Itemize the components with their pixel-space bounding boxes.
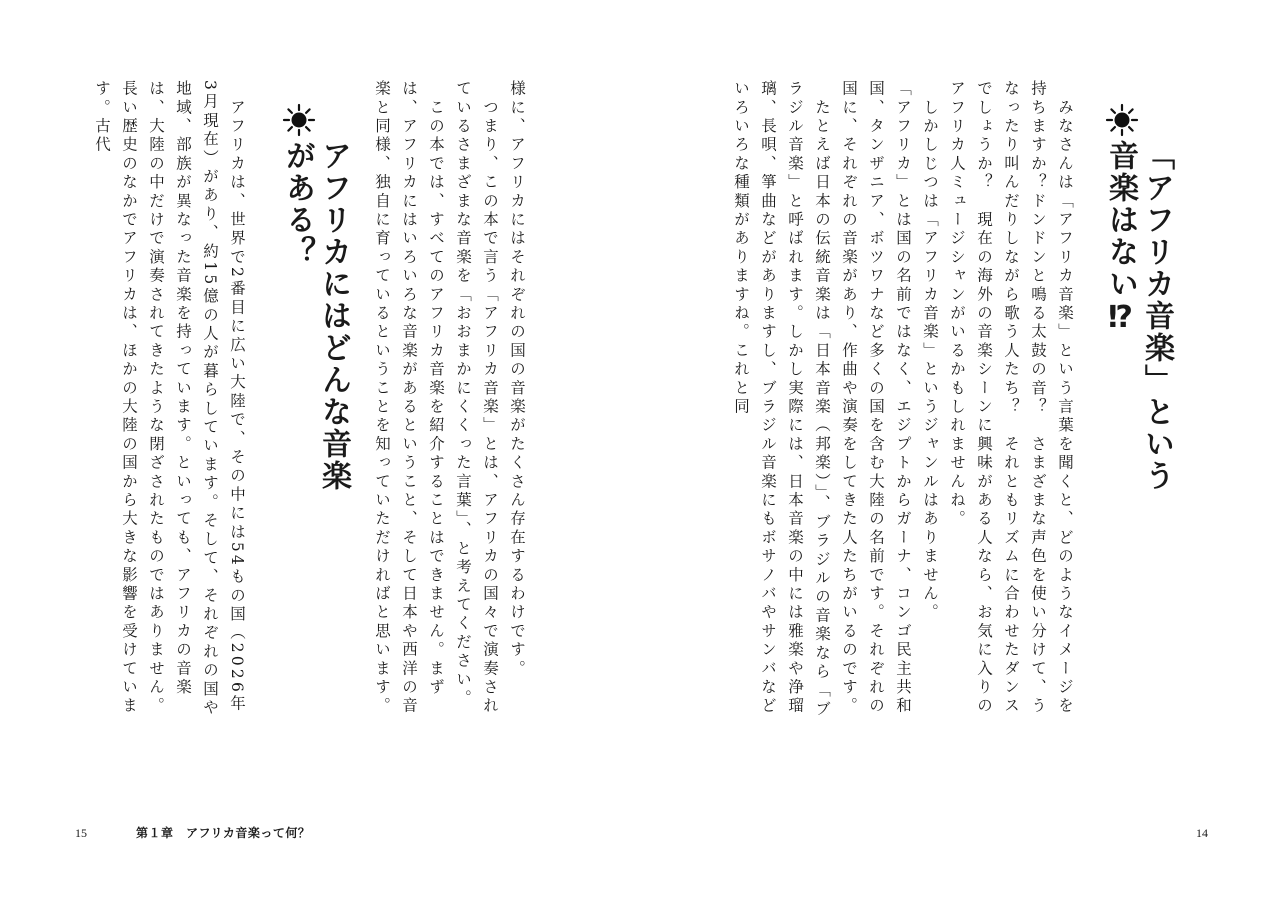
left-page-body-top [370,80,530,720]
running-head: 第１章 アフリカ音楽って何？ [136,826,311,840]
page-number-right: 14 [1196,826,1208,840]
paragraph-3: 「アフリカ」とは国の名前ではなく、エジプトからガーナ、コンゴ民主共和国、タンザニア、ボツワナなど多くの国を含む大陸の名前です。それぞれの国に、それぞれの音楽があり、作曲や演奏をしてきた人たちがいるのです。 [840,80,912,716]
sun-icon [1105,103,1139,137]
left-page-body-bottom [93,80,250,720]
section-heading-what-music: アフリカにはどんな音楽がある？ [280,140,351,492]
paragraph-8: アフリカは、世界で2番目に広い大陸で、その中には54もの国（2026年3月現在）があり、約15億の人が暮らしています。そして、それぞれの国や地域、部族が異なった音楽を持っています。といっても、アフリカの音楽は、大陸の中だけで演奏されてきたような閉ざされたものではありません。 [147,80,246,718]
paragraph-6: つまり、この本で言う「アフリカ音楽」とは、アフリカの国々で演奏されているさまざまな音楽を「おおまかにくくった言葉」、と考えてください。 [454,80,499,716]
paragraph-2: しかしじつは「アフリカ音楽」というジャンルはありません。 [921,80,939,623]
paragraph-1: みなさんは「アフリカ音楽」という言葉を聞くと、どのようなイメージを持ちますか？ドンドンと鳴る太鼓の音？ さまざまな声色を使い分けて、うなったり叫んだりしながら歌う人たち？ それともリズムに合わせたダンスでしょうか？ 現在の海外の音楽シーンに興味がある人なら、お気に入りのアフリカ人ミュージシャンがいるかもしれませんね。 [948,80,1074,716]
section-heading-african-music: 「アフリカ音楽」という音楽はない⁉ [1103,140,1174,492]
paragraph-4: たとえば日本の伝統音楽は「日本音楽（邦楽）」、ブラジルの音楽なら「ブラジル音楽」と呼ばれます。しかし実際には、日本音楽の中には雅楽や浄瑠璃、長唄、箏曲などがありますし、ブラジル音楽にもボサノバやサンバなどいろいろな種類がありますね。これと同 [732,80,831,719]
page-number-left: 15 [75,826,87,840]
sun-icon [282,103,316,137]
paragraph-5: 様に、アフリカにはそれぞれの国の音楽がたくさん存在するわけです。 [508,80,526,679]
right-page-body [732,80,1078,720]
paragraph-9: 長い歴史のなかでアフリカは、ほかの大陸の国から大きな影響を受けています。古代 [93,80,138,716]
right-page [640,0,1280,897]
paragraph-7: この本では、すべてのアフリカ音楽を紹介することはできません。まずは、アフリカにはいろいろな音楽があるということ、そして日本や西洋の音楽と同様、独自に育っているということを知っていただければと思います。 [373,80,445,716]
